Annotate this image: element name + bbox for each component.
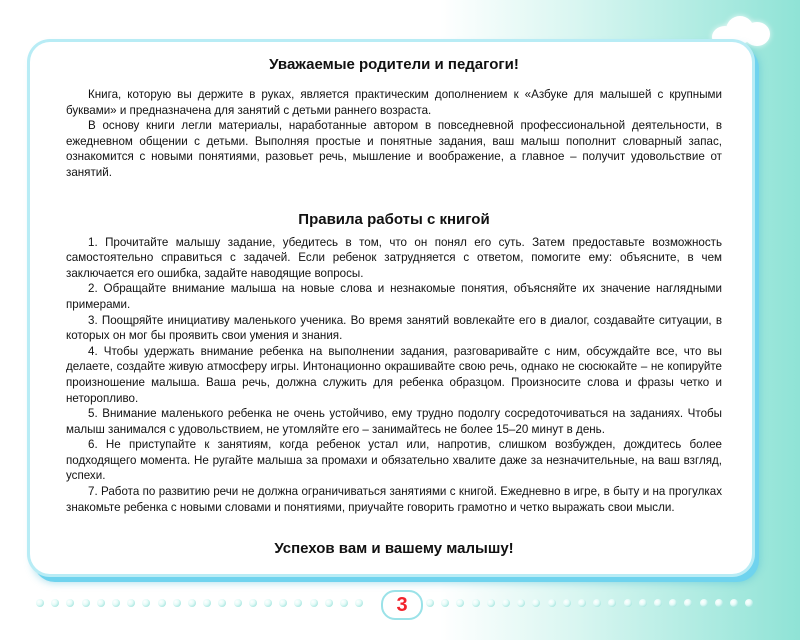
footer-dot [624,599,632,607]
footer-dot [517,599,525,607]
rules-list [66,235,722,516]
footer-dot [487,599,495,607]
footer-dot [639,599,647,607]
footer-dot [548,599,556,607]
intro-paragraph: Книга, которую вы держите в руках, является практическим дополнением к «Азбуке для малышей с крупными буквами» и предназначена для занятий с детьми раннего возраста. [66,88,722,117]
intro-title: Уважаемые родители и педагоги! [269,56,519,73]
footer-dot [97,599,105,607]
footer-dot [127,599,135,607]
closing-title: Успехов вам и вашему малышу! [274,540,514,558]
footer-dot [234,599,242,607]
footer-dot [426,599,434,607]
footer-dot [715,599,723,607]
footer-dot [158,599,166,607]
dots-right [426,599,766,608]
footer-dot [700,599,708,607]
page-number: 3 [381,590,423,620]
rule-item: 7. Работа по развитию речи не должна ограничиваться занятиями с книгой. Ежедневно в игре, в быту и на прогулках знакомьте ребенка с новыми словами и понятиями, приучайте говорить грамотно и четко выражать свои мысли. [66,485,722,514]
footer-dot [472,599,480,607]
page-footer [0,586,800,622]
rule-item: 3. Поощряйте инициативу маленького ученика. Во время занятий вовлекайте его в диалог, создавайте ситуации, в которых он мог бы проявить свои умения и знания. [66,313,722,343]
footer-dot [310,599,318,607]
footer-dot [249,599,257,607]
dots-left [36,599,376,608]
rule-item: 5. Внимание маленького ребенка не очень устойчиво, ему трудно подолгу сосредоточиваться на заданиях. Чтобы малыш занимался с удовольствием, не утомляйте его – занимайтесь не более 15–20 минут в день. [66,407,722,436]
rule-item: 2. Обращайте внимание малыша на новые слова и незнакомые понятия, объясняйте их значение наглядными примерами. [66,282,722,311]
footer-dot [502,599,510,607]
footer-dot [593,599,601,607]
rule-item: 1. Прочитайте малышу задание, убедитесь в том, что он понял его суть. Затем предоставьте возможность самостоятельно справиться с задачей. Если ребенок затрудняется с ответом, помогите ему: объясните, в чем заключается его ошибка, задайте наводящие вопросы. [66,235,722,280]
rule-item: 6. Не приступайте к занятиям, когда ребенок устал или, напротив, слишком возбужден, дождитесь более подходящего момента. Не ругайте малыша за промахи и обязательно хвалите даже за незначительные, на ваш взгляд, успехи. [66,438,722,483]
footer-dot [264,599,272,607]
footer-dot [532,599,540,607]
footer-dot [173,599,181,607]
footer-dot [669,599,677,607]
rules-title: Правила работы с книгой [298,210,490,228]
footer-dot [340,599,348,607]
footer-dot [188,599,196,607]
footer-dot [294,599,302,607]
footer-dot [745,599,753,607]
footer-dot [112,599,120,607]
footer-dot [218,599,226,607]
footer-dot [82,599,90,607]
footer-dot [563,599,571,607]
footer-dot [578,599,586,607]
footer-dot [51,599,59,607]
footer-dot [730,599,738,607]
footer-dot [203,599,211,607]
footer-dot [441,599,449,607]
footer-dot [66,599,74,607]
footer-dot [608,599,616,607]
footer-dot [456,599,464,607]
intro-paragraph: В основу книги легли материалы, наработанные автором в повседневной профессиональной деятельности, в ежедневном общении с детьми. Выполняя простые и понятные задания, ваш малыш пополнит словарный запас, ознакомится с новыми понятиями, разовьет речь, мышление и воображение, а главное – получит удовольствие от занятий. [66,119,722,179]
intro-section [66,87,722,181]
footer-dot [684,599,692,607]
footer-dot [279,599,287,607]
rule-item: 4. Чтобы удержать внимание ребенка на выполнении задания, разговаривайте с ним, обсуждайте все, что вы делаете, создайте живую атмосферу игры. Интонационно окрашивайте свою речь, однако не сюсюкайте – не копируйте произношение малыша. Ваша речь, должна служить для ребенка образцом. Произносите слова и фразы четко и неторопливо. [66,344,722,405]
page-content [66,56,722,557]
page-card [30,42,752,574]
footer-dot [654,599,662,607]
footer-dot [36,599,44,607]
footer-dot [142,599,150,607]
footer-dot [355,599,363,607]
footer-dot [325,599,333,607]
